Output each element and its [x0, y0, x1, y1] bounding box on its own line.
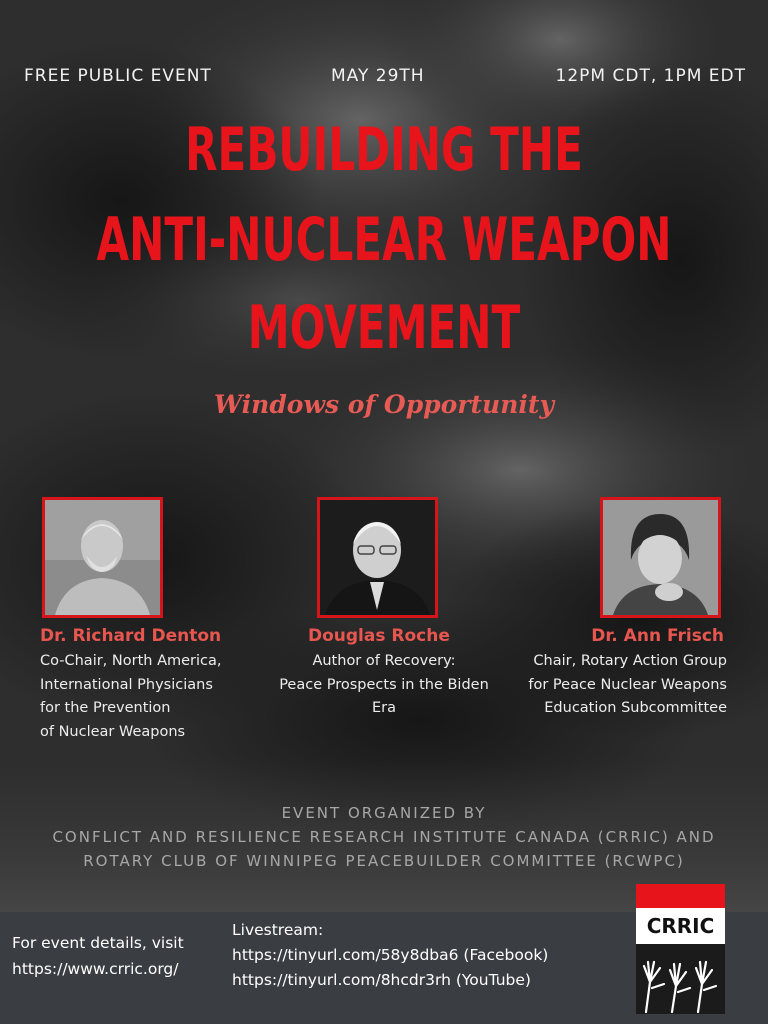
portrait-icon [320, 500, 435, 615]
speaker-name-frisch: Dr. Ann Frisch [591, 626, 724, 646]
details-url-link[interactable]: https://www.crric.org/ [12, 960, 179, 978]
organizer-crric: CONFLICT AND RESILIENCE RESEARCH INSTITUTE CANADA (CRRIC) AND [52, 828, 716, 846]
youtube-stream-link[interactable]: https://tinyurl.com/8hcdr3rh (YouTube) [232, 971, 531, 989]
logo-text: CRRIC [646, 914, 715, 938]
role-line: Author of Recovery: [312, 653, 456, 669]
role-line: for the Prevention [40, 700, 171, 716]
crric-logo [636, 884, 725, 1014]
hands-icon [636, 944, 725, 1014]
portrait-icon [603, 500, 718, 615]
speaker-role-frisch [497, 650, 727, 721]
livestream-info [232, 918, 548, 993]
role-line: Co-Chair, North America, [40, 653, 222, 669]
speaker-photo-frisch [600, 497, 721, 618]
event-time: 12PM CDT, 1PM EDT [555, 66, 746, 86]
logo-red-band [636, 884, 725, 908]
role-line: Peace Prospects in the Biden [279, 676, 489, 693]
event-type-label: FREE PUBLIC EVENT [24, 66, 212, 86]
role-line: for Peace Nuclear Weapons [528, 676, 727, 693]
role-line: International Physicians [40, 676, 213, 693]
role-line: Education Subcommittee [544, 700, 727, 716]
speaker-role-roche [268, 650, 500, 721]
title-line-2: ANTI-NUCLEAR WEAPON [96, 205, 672, 275]
title-line-3: MOVEMENT [247, 293, 521, 363]
livestream-label: Livestream: [232, 921, 324, 939]
speaker-name-roche: Douglas Roche [308, 626, 450, 646]
speaker-photo-denton [42, 497, 163, 618]
role-line: Era [371, 700, 396, 716]
role-line: of Nuclear Weapons [40, 723, 186, 740]
role-line: Chair, Rotary Action Group [533, 653, 727, 669]
event-details [12, 930, 184, 982]
speaker-role-denton [40, 650, 270, 744]
event-date: MAY 29TH [331, 66, 425, 86]
organizer-rcwpc: ROTARY CLUB OF WINNIPEG PEACEBUILDER COMMITTEE (RCWPC) [83, 852, 685, 870]
details-label: For event details, visit [12, 934, 184, 952]
speaker-name-denton: Dr. Richard Denton [40, 626, 222, 646]
event-subtitle: Windows of Opportunity [214, 390, 554, 419]
organizers-heading: EVENT ORGANIZED BY [281, 804, 487, 822]
speaker-photo-roche [317, 497, 438, 618]
title-line-1: REBUILDING THE [185, 115, 583, 185]
facebook-stream-link[interactable]: https://tinyurl.com/58y8dba6 (Facebook) [232, 946, 549, 964]
portrait-icon [45, 500, 160, 615]
